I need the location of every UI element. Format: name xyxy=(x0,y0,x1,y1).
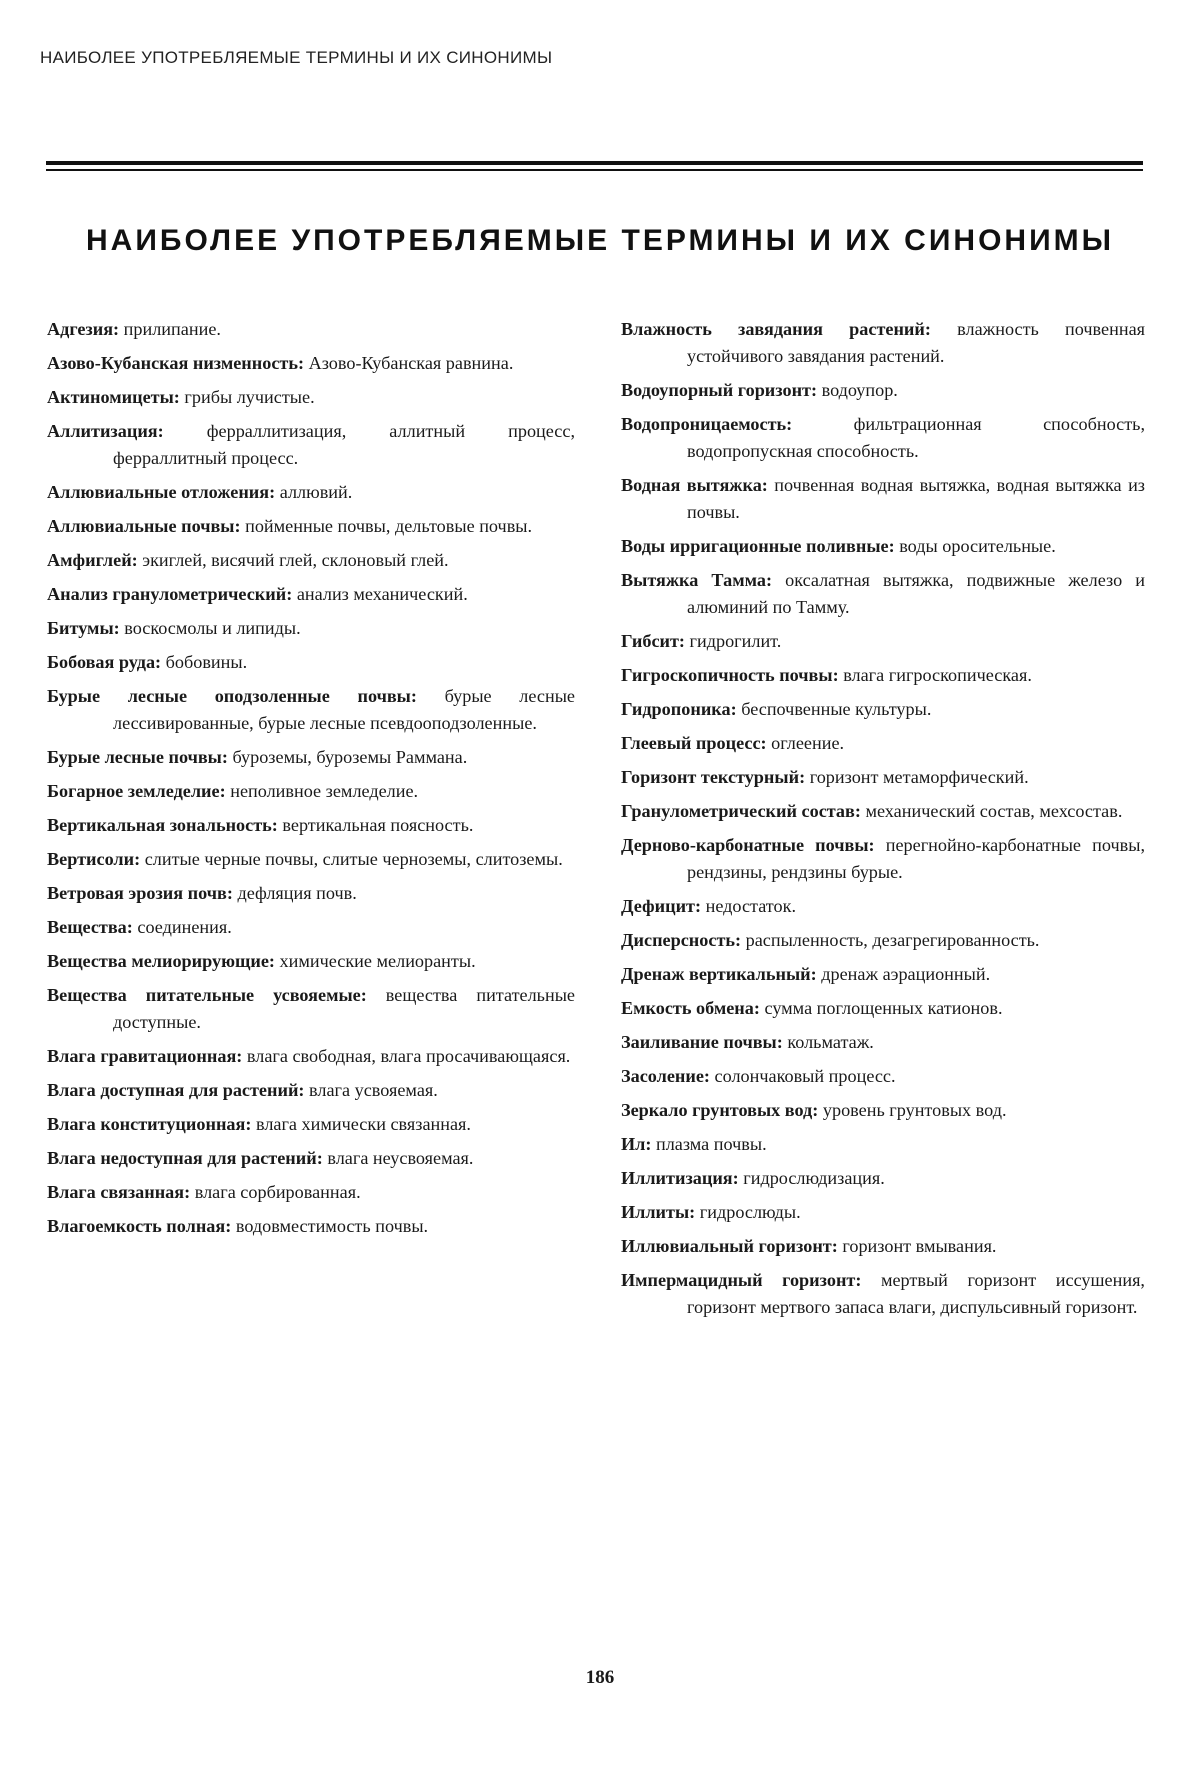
glossary-entry xyxy=(47,513,575,540)
header-rule-thin xyxy=(46,169,1143,171)
glossary-synonyms: химические мелиоранты. xyxy=(274,951,476,971)
glossary-synonyms: анализ механический. xyxy=(292,584,468,604)
glossary-entry xyxy=(47,581,575,608)
glossary-entry xyxy=(47,1077,575,1104)
glossary-entry xyxy=(47,1043,575,1070)
running-header: НАИБОЛЕЕ УПОТРЕБЛЯЕМЫЕ ТЕРМИНЫ И ИХ СИНОНИМЫ xyxy=(40,48,553,67)
glossary-term: Импермацидный горизонт: xyxy=(621,1270,862,1290)
glossary-term: Амфиглей: xyxy=(47,550,138,570)
page-number: 186 xyxy=(585,1667,615,1688)
glossary-entry xyxy=(621,893,1145,920)
right-column xyxy=(621,316,1145,1328)
glossary-term: Водопроницаемость: xyxy=(621,414,793,434)
glossary-term: Дренаж вертикальный: xyxy=(621,964,817,984)
glossary-entry xyxy=(621,764,1145,791)
glossary-synonyms: кольматаж. xyxy=(782,1032,874,1052)
glossary-term: Иллювиальный горизонт: xyxy=(621,1236,838,1256)
glossary-entry xyxy=(47,778,575,805)
glossary-entry xyxy=(621,696,1145,723)
glossary-synonyms: прилипание. xyxy=(119,319,221,339)
glossary-term: Битумы: xyxy=(47,618,120,638)
glossary-entry xyxy=(621,662,1145,689)
glossary-term: Гидропоника: xyxy=(621,699,737,719)
page-title: НАИБОЛЕЕ УПОТРЕБЛЯЕМЫЕ ТЕРМИНЫ И ИХ СИНОНИМЫ xyxy=(86,224,1114,257)
glossary-entry xyxy=(621,961,1145,988)
glossary-entry xyxy=(621,567,1145,621)
glossary-synonyms: пойменные почвы, дельтовые почвы. xyxy=(240,516,533,536)
glossary-term: Влага связанная: xyxy=(47,1182,191,1202)
glossary-term: Вытяжка Тамма: xyxy=(621,570,773,590)
glossary-term: Воды ирригационные поливные: xyxy=(621,536,895,556)
glossary-synonyms: почвенная водная вытяжка, водная вытяжка из почвы. xyxy=(687,475,1145,522)
glossary-entry xyxy=(621,1029,1145,1056)
glossary-synonyms: бурые лесные лессивированные, бурые лесные псевдооподзоленные. xyxy=(113,686,575,733)
glossary-entry xyxy=(621,995,1145,1022)
glossary-entry xyxy=(621,472,1145,526)
glossary-entry xyxy=(47,479,575,506)
glossary-entry xyxy=(621,1165,1145,1192)
glossary-term: Вертисоли: xyxy=(47,849,141,869)
glossary-entry xyxy=(621,1233,1145,1260)
glossary-synonyms: буроземы, буроземы Раммана. xyxy=(227,747,468,767)
glossary-entry xyxy=(47,1179,575,1206)
glossary-term: Анализ гранулометрический: xyxy=(47,584,293,604)
glossary-entry xyxy=(621,1267,1145,1321)
glossary-synonyms: уровень грунтовых вод. xyxy=(818,1100,1007,1120)
glossary-synonyms: сумма поглощенных катионов. xyxy=(759,998,1003,1018)
glossary-term: Аллювиальные почвы: xyxy=(47,516,241,536)
glossary-synonyms: горизонт вмывания. xyxy=(837,1236,997,1256)
glossary-entry xyxy=(621,927,1145,954)
glossary-entry xyxy=(47,350,575,377)
glossary-term: Засоление: xyxy=(621,1066,710,1086)
glossary-term: Ил: xyxy=(621,1134,652,1154)
glossary-term: Актиномицеты: xyxy=(47,387,180,407)
glossary-entry xyxy=(621,730,1145,757)
glossary-entry xyxy=(47,948,575,975)
glossary-synonyms: влага неусвояемая. xyxy=(322,1148,474,1168)
glossary-term: Емкость обмена: xyxy=(621,998,760,1018)
glossary-term: Аллювиальные отложения: xyxy=(47,482,276,502)
glossary-term: Гигроскопичность почвы: xyxy=(621,665,839,685)
glossary-term: Аллитизация: xyxy=(47,421,164,441)
glossary-entry xyxy=(47,914,575,941)
glossary-entry xyxy=(47,744,575,771)
glossary-synonyms: дренаж аэрационный. xyxy=(816,964,991,984)
glossary-entry xyxy=(47,316,575,343)
glossary-entry xyxy=(621,533,1145,560)
glossary-term: Иллитизация: xyxy=(621,1168,739,1188)
glossary-term: Азово-Кубанская низменность: xyxy=(47,353,305,373)
glossary-synonyms: Азово-Кубанская равнина. xyxy=(304,353,514,373)
glossary-term: Дерново-карбонатные почвы: xyxy=(621,835,875,855)
glossary-entry xyxy=(621,377,1145,404)
glossary-term: Дефицит: xyxy=(621,896,702,916)
glossary-entry xyxy=(621,628,1145,655)
glossary-synonyms: гидрослюдизация. xyxy=(738,1168,885,1188)
glossary-synonyms: вещества питательные доступные. xyxy=(113,985,575,1032)
glossary-term: Вещества: xyxy=(47,917,133,937)
glossary-entry xyxy=(621,1199,1145,1226)
glossary-term: Глеевый процесс: xyxy=(621,733,767,753)
glossary-term: Гибсит: xyxy=(621,631,685,651)
glossary-synonyms: гидрогилит. xyxy=(685,631,782,651)
glossary-synonyms: влага химически связанная. xyxy=(251,1114,471,1134)
glossary-entry xyxy=(621,316,1145,370)
glossary-synonyms: механический состав, мехсостав. xyxy=(860,801,1123,821)
glossary-entry xyxy=(621,411,1145,465)
glossary-term: Вещества мелиорирующие: xyxy=(47,951,275,971)
glossary-synonyms: недостаток. xyxy=(701,896,796,916)
glossary-synonyms: неполивное земледелие. xyxy=(225,781,419,801)
glossary-entry xyxy=(47,880,575,907)
glossary-entry xyxy=(47,846,575,873)
glossary-synonyms: оглеение. xyxy=(766,733,845,753)
glossary-synonyms: мертвый горизонт иссушения, горизонт мертвого запаса влаги, диспульсивный горизонт. xyxy=(687,1270,1145,1317)
glossary-term: Влага гравитационная: xyxy=(47,1046,243,1066)
glossary-term: Богарное земледелие: xyxy=(47,781,226,801)
glossary-term: Бобовая руда: xyxy=(47,652,162,672)
glossary-synonyms: беспочвенные культуры. xyxy=(736,699,932,719)
glossary-term: Вещества питательные усвояемые: xyxy=(47,985,367,1005)
glossary-entry xyxy=(47,982,575,1036)
glossary-term: Водоупорный горизонт: xyxy=(621,380,818,400)
glossary-synonyms: соединения. xyxy=(132,917,232,937)
left-column xyxy=(47,316,575,1247)
header-rule-thick xyxy=(46,161,1143,165)
glossary-term: Ветровая эрозия почв: xyxy=(47,883,233,903)
glossary-term: Влага недоступная для растений: xyxy=(47,1148,323,1168)
glossary-synonyms: дефляция почв. xyxy=(232,883,357,903)
glossary-entry xyxy=(47,1213,575,1240)
glossary-synonyms: вертикальная поясность. xyxy=(277,815,474,835)
glossary-entry xyxy=(47,547,575,574)
glossary-term: Гранулометрический состав: xyxy=(621,801,861,821)
glossary-entry xyxy=(621,832,1145,886)
glossary-term: Водная вытяжка: xyxy=(621,475,768,495)
glossary-synonyms: влага гигроскопическая. xyxy=(838,665,1032,685)
glossary-term: Зеркало грунтовых вод: xyxy=(621,1100,819,1120)
glossary-term: Иллиты: xyxy=(621,1202,696,1222)
glossary-synonyms: влага свободная, влага просачивающаяся. xyxy=(242,1046,571,1066)
glossary-synonyms: горизонт метаморфический. xyxy=(805,767,1029,787)
glossary-entry xyxy=(47,384,575,411)
glossary-term: Влагоемкость полная: xyxy=(47,1216,232,1236)
glossary-entry xyxy=(47,649,575,676)
glossary-synonyms: влага сорбированная. xyxy=(190,1182,361,1202)
glossary-term: Горизонт текстурный: xyxy=(621,767,806,787)
glossary-term: Влага конституционная: xyxy=(47,1114,252,1134)
glossary-synonyms: влажность почвенная устойчивого завядания растений. xyxy=(687,319,1146,366)
glossary-synonyms: перегнойно-карбонатные почвы, рендзины, рендзины бурые. xyxy=(687,835,1145,882)
glossary-term: Дисперсность: xyxy=(621,930,742,950)
glossary-synonyms: оксалатная вытяжка, подвижные железо и алюминий по Тамму. xyxy=(687,570,1145,617)
glossary-synonyms: слитые черные почвы, слитые черноземы, слитоземы. xyxy=(140,849,563,869)
glossary-term: Вертикальная зональность: xyxy=(47,815,278,835)
glossary-entry xyxy=(47,812,575,839)
glossary-synonyms: плазма почвы. xyxy=(651,1134,767,1154)
glossary-entry xyxy=(621,1131,1145,1158)
glossary-synonyms: распыленность, дезагрегированность. xyxy=(741,930,1040,950)
glossary-synonyms: фильтрационная способность, водопропускная способность. xyxy=(687,414,1145,461)
glossary-synonyms: гидрослюды. xyxy=(695,1202,801,1222)
glossary-synonyms: воды оросительные. xyxy=(894,536,1056,556)
glossary-term: Бурые лесные почвы: xyxy=(47,747,228,767)
glossary-synonyms: влага усвояемая. xyxy=(304,1080,438,1100)
glossary-synonyms: аллювий. xyxy=(275,482,353,502)
glossary-entry xyxy=(47,1145,575,1172)
glossary-entry xyxy=(621,1063,1145,1090)
glossary-entry xyxy=(621,798,1145,825)
glossary-entry xyxy=(621,1097,1145,1124)
glossary-synonyms: водоупор. xyxy=(817,380,898,400)
glossary-term: Влага доступная для растений: xyxy=(47,1080,305,1100)
glossary-entry xyxy=(47,615,575,642)
glossary-term: Бурые лесные оподзоленные почвы: xyxy=(47,686,417,706)
glossary-synonyms: грибы лучистые. xyxy=(179,387,315,407)
glossary-term: Влажность завядания растений: xyxy=(621,319,931,339)
glossary-term: Адгезия: xyxy=(47,319,120,339)
glossary-entry xyxy=(47,683,575,737)
glossary-entry xyxy=(47,1111,575,1138)
glossary-synonyms: солончаковый процесс. xyxy=(709,1066,896,1086)
glossary-term: Заиливание почвы: xyxy=(621,1032,783,1052)
glossary-entry xyxy=(47,418,575,472)
glossary-synonyms: бобовины. xyxy=(161,652,248,672)
glossary-synonyms: ферраллитизация, аллитный процесс, ферраллитный процесс. xyxy=(113,421,575,468)
glossary-synonyms: воскосмолы и липиды. xyxy=(119,618,301,638)
glossary-synonyms: водовместимость почвы. xyxy=(231,1216,429,1236)
glossary-synonyms: экиглей, висячий глей, склоновый глей. xyxy=(137,550,449,570)
